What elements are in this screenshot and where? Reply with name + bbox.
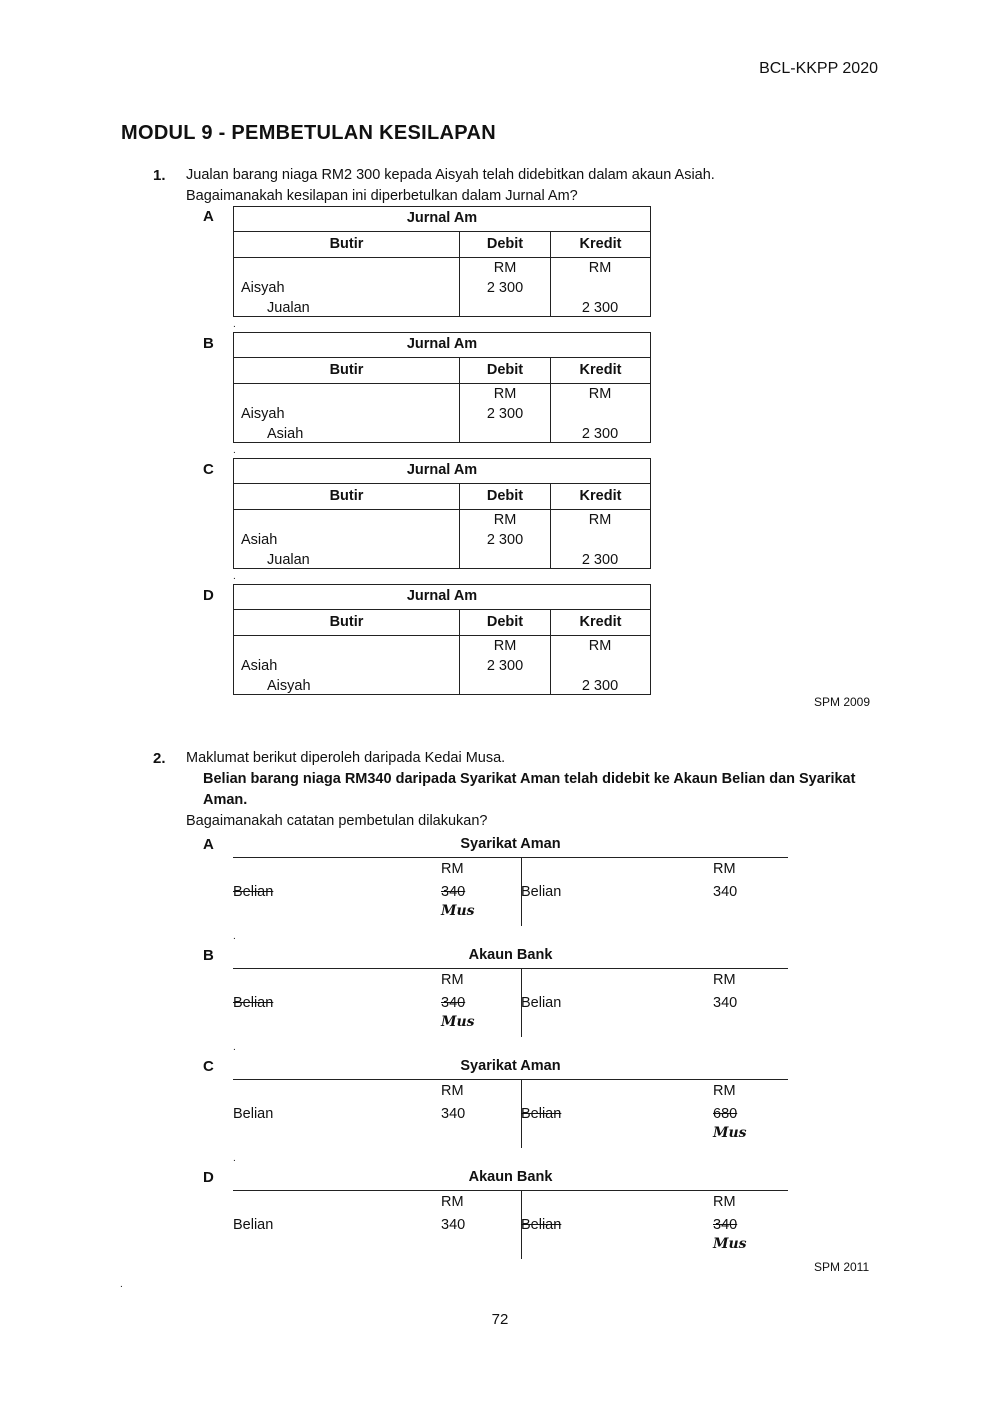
col-kredit: Kredit xyxy=(579,362,622,378)
credit-account: Asiah xyxy=(267,426,304,442)
debit-label: Belian xyxy=(233,884,274,900)
debit-amount: 2 300 xyxy=(486,280,524,296)
q2-source: SPM 2011 xyxy=(814,1260,870,1274)
col-butir: Butir xyxy=(234,358,460,383)
debit-currency: RM xyxy=(441,972,464,988)
debit-account: Aisyah xyxy=(241,406,285,422)
credit-label: Belian xyxy=(521,884,562,900)
q1-option-b-letter[interactable]: B xyxy=(203,335,214,352)
credit-currency: RM xyxy=(713,972,736,988)
module-title: MODUL 9 - PEMBETULAN KESILAPAN xyxy=(121,122,496,144)
debit-amount: 2 300 xyxy=(486,532,524,548)
q1-option-a-journal xyxy=(233,206,651,317)
t-account-rule xyxy=(233,1190,788,1191)
credit-currency: RM xyxy=(713,1083,736,1099)
debit-account: Aisyah xyxy=(241,280,285,296)
t-account-rule xyxy=(233,857,788,858)
q1-line2: Bagaimanakah kesilapan ini diperbetulkan dalam Jurnal Am? xyxy=(186,188,578,204)
credit-currency: RM xyxy=(713,1194,736,1210)
journal-title: Jurnal Am xyxy=(234,207,650,232)
col-debit: Debit xyxy=(460,232,551,257)
debit-currency: RM xyxy=(493,638,517,654)
credit-currency: RM xyxy=(588,638,612,654)
col-butir: Butir xyxy=(234,232,460,257)
account-title: Syarikat Aman xyxy=(460,1058,561,1074)
q2-option-c-account xyxy=(233,1056,788,1151)
debit-currency: RM xyxy=(493,386,517,402)
q2-option-a-account xyxy=(233,834,788,929)
q2-question: Bagaimanakah catatan pembetulan dilakukan? xyxy=(186,813,488,829)
debit-label: Belian xyxy=(233,1106,274,1122)
debit-currency: RM xyxy=(441,861,464,877)
q1-line1: Jualan barang niaga RM2 300 kepada Aisyah telah didebitkan dalam akaun Asiah. xyxy=(186,167,715,183)
dot-mark: . xyxy=(233,319,236,330)
q2-option-a-letter[interactable]: A xyxy=(203,836,214,853)
t-account-rule xyxy=(233,1079,788,1080)
debit-amount: 2 300 xyxy=(486,406,524,422)
col-kredit: Kredit xyxy=(579,488,622,504)
debit-currency: RM xyxy=(493,512,517,528)
credit-currency: RM xyxy=(588,260,612,276)
dot-mark: . xyxy=(233,1153,236,1164)
credit-currency: RM xyxy=(588,512,612,528)
q2-bold-line2: Aman. xyxy=(203,792,248,808)
account-title: Akaun Bank xyxy=(468,1169,553,1185)
header-code: BCL-KKPP 2020 xyxy=(759,60,878,77)
q2-bold-line1: Belian barang niaga RM340 daripada Syarikat Aman telah didebit ke Akaun Belian dan Syarikat xyxy=(203,771,856,787)
account-title: Akaun Bank xyxy=(468,947,553,963)
credit-currency: RM xyxy=(588,386,612,402)
journal-title: Jurnal Am xyxy=(234,333,650,358)
q2-line1: Maklumat berikut diperoleh daripada Kedai Musa. xyxy=(186,750,506,766)
q2-option-b-letter[interactable]: B xyxy=(203,947,214,964)
credit-label: Belian xyxy=(521,1106,562,1122)
debit-account: Asiah xyxy=(241,658,278,674)
signature: Mus xyxy=(441,903,475,919)
col-kredit: Kredit xyxy=(579,614,622,630)
debit-currency: RM xyxy=(441,1194,464,1210)
debit-amount: 340 xyxy=(441,1217,466,1233)
credit-label: Belian xyxy=(521,995,562,1011)
credit-account: Aisyah xyxy=(267,678,311,694)
debit-currency: RM xyxy=(441,1083,464,1099)
credit-amount: 2 300 xyxy=(581,552,619,568)
credit-currency: RM xyxy=(713,861,736,877)
dot-mark: . xyxy=(120,1279,123,1290)
q1-source: SPM 2009 xyxy=(814,695,871,709)
col-debit: Debit xyxy=(460,610,551,635)
q2-option-d-account xyxy=(233,1167,788,1262)
debit-amount: 2 300 xyxy=(486,658,524,674)
journal-title: Jurnal Am xyxy=(234,585,650,610)
col-debit: Debit xyxy=(460,484,551,509)
q2-option-d-letter[interactable]: D xyxy=(203,1169,214,1186)
q1-option-c-letter[interactable]: C xyxy=(203,461,214,478)
signature: Mus xyxy=(713,1125,747,1141)
t-account-rule xyxy=(233,968,788,969)
q2-number: 2. xyxy=(153,750,166,767)
debit-label: Belian xyxy=(233,995,274,1011)
q1-number: 1. xyxy=(153,167,166,184)
q1-option-b-journal xyxy=(233,332,651,443)
q1-option-a-letter[interactable]: A xyxy=(203,208,214,225)
account-title: Syarikat Aman xyxy=(460,836,561,852)
q1-option-c-journal xyxy=(233,458,651,569)
col-kredit: Kredit xyxy=(579,236,622,252)
signature: Mus xyxy=(713,1236,747,1252)
journal-title: Jurnal Am xyxy=(234,459,650,484)
q2-option-c-letter[interactable]: C xyxy=(203,1058,214,1075)
debit-amount: 340 xyxy=(441,884,466,900)
credit-amount: 340 xyxy=(713,1217,738,1233)
credit-label: Belian xyxy=(521,1217,562,1233)
q2-option-b-account xyxy=(233,945,788,1040)
credit-amount: 680 xyxy=(713,1106,738,1122)
debit-currency: RM xyxy=(493,260,517,276)
col-butir: Butir xyxy=(234,610,460,635)
col-debit: Debit xyxy=(460,358,551,383)
debit-label: Belian xyxy=(233,1217,274,1233)
credit-amount: 2 300 xyxy=(581,426,619,442)
debit-amount: 340 xyxy=(441,995,466,1011)
credit-amount: 340 xyxy=(713,884,738,900)
credit-amount: 2 300 xyxy=(581,678,619,694)
q1-option-d-journal xyxy=(233,584,651,695)
page-number: 72 xyxy=(491,1311,509,1328)
dot-mark: . xyxy=(233,931,236,942)
credit-account: Jualan xyxy=(267,552,310,568)
dot-mark: . xyxy=(233,571,236,582)
credit-amount: 2 300 xyxy=(581,300,619,316)
dot-mark: . xyxy=(233,445,236,456)
debit-account: Asiah xyxy=(241,532,278,548)
credit-account: Jualan xyxy=(267,300,310,316)
signature: Mus xyxy=(441,1014,475,1030)
debit-amount: 340 xyxy=(441,1106,466,1122)
q1-option-d-letter[interactable]: D xyxy=(203,587,214,604)
col-butir: Butir xyxy=(234,484,460,509)
dot-mark: . xyxy=(233,1042,236,1053)
credit-amount: 340 xyxy=(713,995,738,1011)
